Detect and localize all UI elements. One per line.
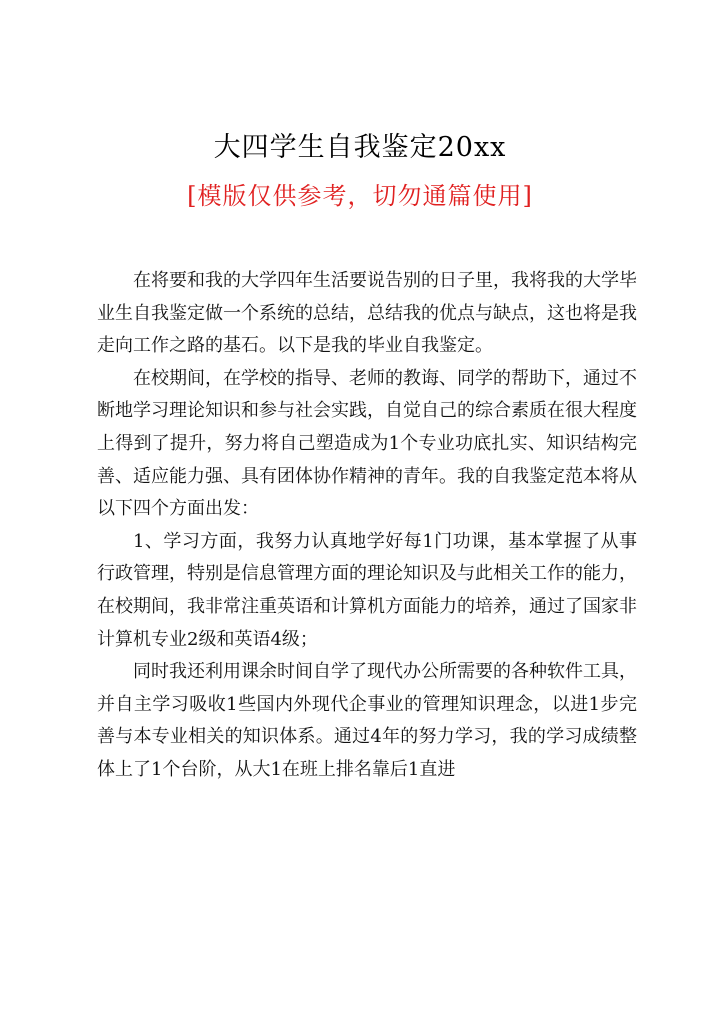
paragraph: 1、学习方面，我努力认真地学好每1门功课，基本掌握了从事行政管理，特别是信息管理方面的理论知识及与此相关工作的能力，在校期间，我非常注重英语和计算机方面能力的培养，通过了国家非计算机专业2级和英语4级； <box>97 530 637 650</box>
paragraph: 在将要和我的大学四年生活要说告别的日子里，我将我的大学毕业生自我鉴定做一个系统的总结，总结我的优点与缺点，这也将是我走向工作之路的基石。以下是我的毕业自我鉴定。 <box>97 270 637 357</box>
document-subtitle: [模版仅供参考，切勿通篇使用] <box>187 182 533 210</box>
document-title: 大四学生自我鉴定20xx <box>213 132 507 163</box>
paragraph: 同时我还利用课余时间自学了现代办公所需要的各种软件工具，并自主学习吸收1些国内外现代企事业的管理知识理念，以进1步完善与本专业相关的知识体系。通过4年的努力学习，我的学习成绩整体上了1个台阶，从大1在班上排名靠后1直进 <box>97 661 637 780</box>
paragraph: 在校期间，在学校的指导、老师的教诲、同学的帮助下，通过不断地学习理论知识和参与社会实践，自觉自己的综合素质在很大程度上得到了提升，努力将自己塑造成为1个专业功底扎实、知识结构完善、适应能力强、具有团体协作精神的青年。我的自我鉴定范本将从以下四个方面出发： <box>97 367 637 520</box>
document-body <box>97 265 637 787</box>
